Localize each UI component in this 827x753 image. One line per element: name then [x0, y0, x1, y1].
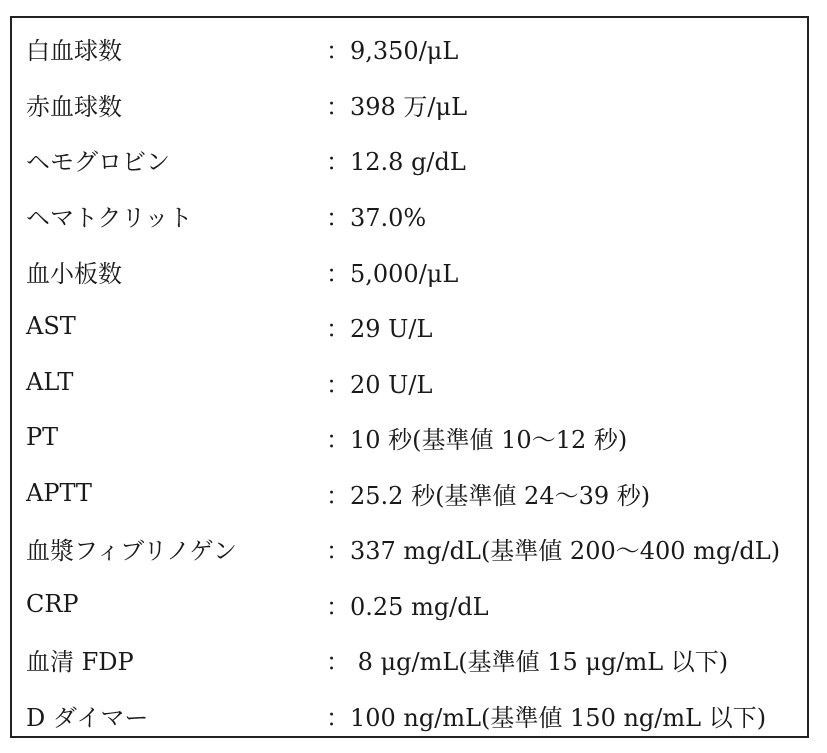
lab-results-table: [10, 16, 809, 738]
lab-item-name: 血清 FDP: [26, 647, 134, 676]
lab-item-name: ヘモグロビン: [26, 147, 170, 176]
lab-item-value: ：25.2 秒(基準値 24〜39 秒): [326, 481, 651, 510]
lab-item-name: 血漿フィブリノゲン: [26, 536, 237, 565]
lab-item-name: ヘマトクリット: [26, 203, 193, 232]
lab-row: [12, 84, 807, 124]
lab-row: [12, 362, 807, 402]
lab-item-name: ALT: [26, 368, 74, 396]
lab-item-name: APTT: [26, 479, 92, 507]
lab-item-name: 赤血球数: [26, 92, 122, 121]
lab-item-name: CRP: [26, 590, 79, 618]
lab-row: [12, 251, 807, 291]
lab-item-value: ：29 U/L: [326, 314, 433, 343]
lab-item-value: ：337 mg/dL(基準値 200〜400 mg/dL): [326, 536, 781, 565]
lab-item-value: ：398 万/μL: [326, 92, 468, 121]
lab-row: [12, 639, 807, 679]
lab-item-value: ：10 秒(基準値 10〜12 秒): [326, 425, 628, 454]
lab-item-value: ：37.0%: [326, 203, 427, 232]
lab-item-value: ：5,000/μL: [326, 259, 459, 288]
lab-row: [12, 528, 807, 568]
lab-item-name: 白血球数: [26, 36, 122, 65]
lab-row: [12, 695, 807, 735]
lab-item-value: ：100 ng/mL(基準値 150 ng/mL 以下): [326, 703, 767, 732]
lab-row: [12, 28, 807, 68]
lab-row: [12, 584, 807, 624]
lab-row: [12, 473, 807, 513]
lab-row: [12, 417, 807, 457]
lab-item-value: ： 8 μg/mL(基準値 15 μg/mL 以下): [326, 647, 729, 676]
lab-item-name: AST: [26, 312, 76, 340]
lab-item-value: ：0.25 mg/dL: [326, 592, 489, 621]
lab-item-name: 血小板数: [26, 259, 122, 288]
lab-row: [12, 195, 807, 235]
lab-item-value: ：9,350/μL: [326, 36, 459, 65]
lab-row: [12, 306, 807, 346]
lab-item-name: PT: [26, 423, 59, 451]
lab-row: [12, 139, 807, 179]
lab-item-value: ：12.8 g/dL: [326, 147, 466, 176]
lab-item-value: ：20 U/L: [326, 370, 433, 399]
lab-item-name: D ダイマー: [26, 703, 149, 732]
